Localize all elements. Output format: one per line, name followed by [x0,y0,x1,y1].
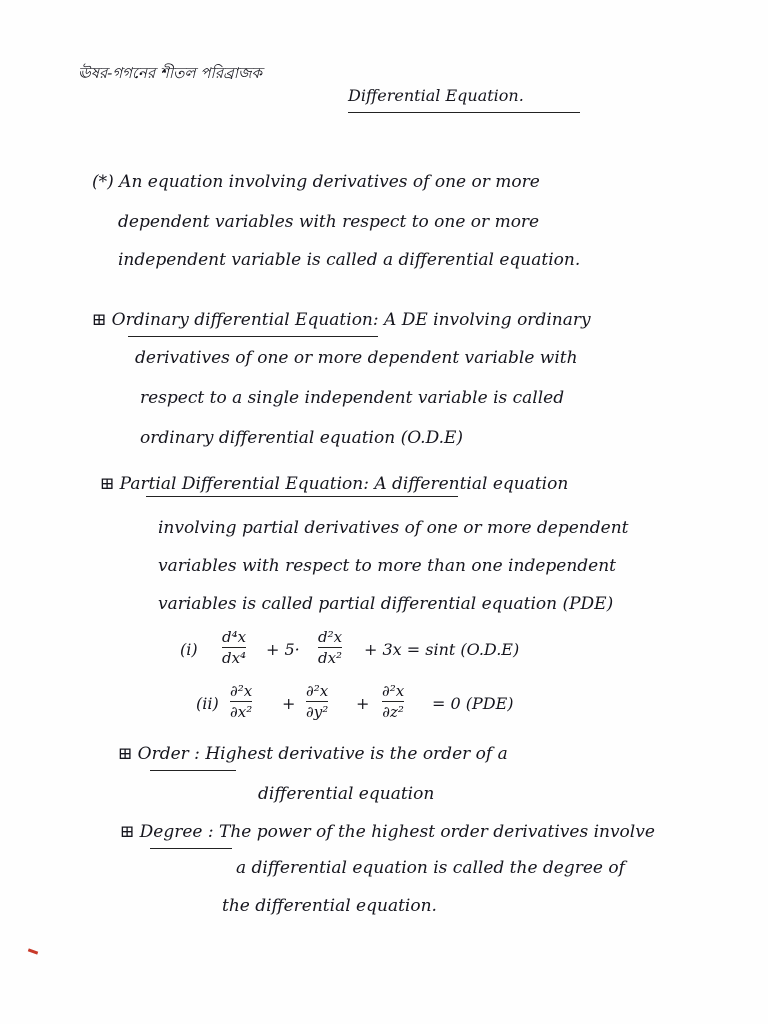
ode-line-2: derivatives of one or more dependent variable with [135,348,578,368]
bengali-header-note: ঊষর-গগনের শীতল পরিব্রাজক [78,64,263,82]
definition-line-1: (*) An equation involving derivatives of one or more [92,172,540,192]
title-underline [348,112,580,113]
pde-line-3: variables with respect to more than one independent [158,556,617,576]
red-ink-mark [28,948,38,954]
pde-line-1: ⊞ Partial Differential Equation: A differential equation [100,474,569,494]
fraction-numerator: ∂²x [382,682,405,700]
definition-line-3: independent variable is called a differential equation. [118,250,581,270]
order-line-1: ⊞ Order : Highest derivative is the order of a [118,744,508,764]
example-2-plus-2: + [356,694,370,713]
degree-line-2: a differential equation is called the degree of [236,858,625,878]
example-2-fraction-1 [230,682,252,721]
ode-underline [128,336,378,337]
fraction-denominator: ∂y² [306,703,329,721]
degree-line-3: the differential equation. [222,896,437,916]
fraction-bar [318,647,342,648]
fraction-numerator: d⁴x [222,628,247,646]
example-2-fraction-3 [382,682,404,721]
example-1-plus: + 5· [266,640,300,659]
fraction-denominator: ∂z² [382,703,404,721]
order-line-2: differential equation [258,784,435,804]
example-1-fraction-2 [318,628,342,667]
example-1-label: (i) [180,640,198,659]
degree-underline [150,848,232,849]
fraction-numerator: ∂²x [306,682,329,700]
ode-line-3: respect to a single independent variable is called [140,388,565,408]
degree-line-1: ⊞ Degree : The power of the highest order derivatives involve [120,822,655,842]
fraction-denominator: dx⁴ [222,649,247,667]
fraction-denominator: dx² [318,649,343,667]
example-1-fraction-1 [222,628,246,667]
example-1-tail: + 3x = sint (O.D.E) [364,640,520,659]
example-2-label: (ii) [196,694,219,713]
ode-line-1: ⊞ Ordinary differential Equation: A DE involving ordinary [92,310,591,330]
fraction-bar [230,701,252,702]
order-underline [150,770,236,771]
fraction-numerator: d²x [318,628,343,646]
example-2-plus-1: + [282,694,296,713]
pde-line-4: variables is called partial differential equation (PDE) [158,594,614,614]
fraction-bar [222,647,246,648]
ode-line-4: ordinary differential equation (O.D.E) [140,428,464,448]
fraction-denominator: ∂x² [230,703,253,721]
fraction-numerator: ∂²x [230,682,253,700]
definition-line-2: dependent variables with respect to one or more [118,212,540,232]
example-2-tail: = 0 (PDE) [432,694,514,713]
fraction-bar [382,701,404,702]
page-title: Differential Equation. [348,86,524,105]
fraction-bar [306,701,328,702]
example-2-fraction-2 [306,682,328,721]
pde-underline [146,496,458,497]
pde-line-2: involving partial derivatives of one or more dependent [158,518,629,538]
